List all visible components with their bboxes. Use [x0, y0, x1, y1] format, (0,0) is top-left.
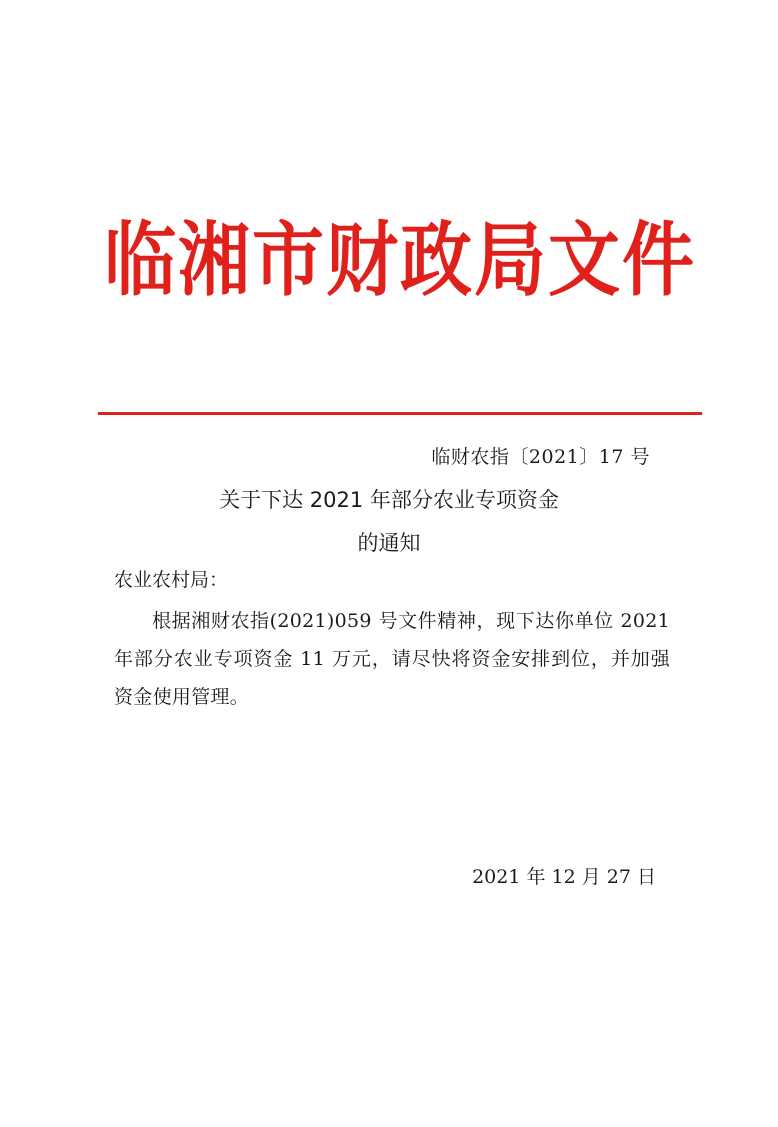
red-divider-line [98, 412, 702, 415]
body-paragraph: 根据湘财农指(2021)059 号文件精神，现下达你单位 2021 年部分农业专项资金 11 万元，请尽快将资金安排到位，并加强资金使用管理。 [114, 610, 670, 708]
masthead [100, 205, 700, 315]
masthead-title: 临湘市财政局文件 [103, 212, 696, 308]
issue-date: 2021 年 12 月 27 日 [472, 866, 656, 888]
document-title-line-1: 关于下达 2021 年部分农业专项资金 [219, 488, 559, 512]
document-number: 临财农指〔2021〕17 号 [431, 446, 650, 468]
salutation: 农业农村局： [114, 569, 229, 591]
document-title-line-2: 的通知 [357, 531, 421, 555]
